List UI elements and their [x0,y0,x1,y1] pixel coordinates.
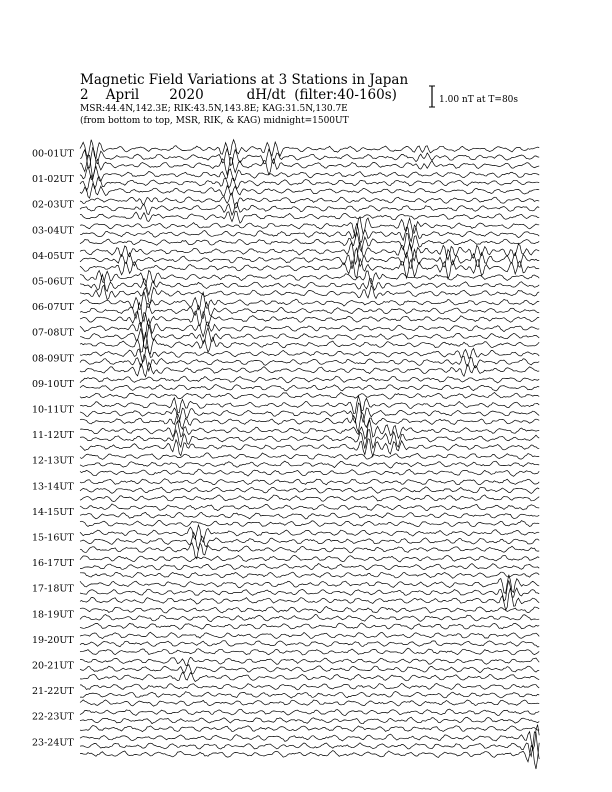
station-trace-rik [80,461,539,468]
row-label: 18-19UT [32,609,74,621]
row-label: 10-11UT [32,404,74,416]
station-trace-msr [80,393,539,400]
station-trace-kag [80,376,539,383]
row-label: 06-07UT [32,302,74,314]
row-label: 02-03UT [32,199,74,211]
row-label: 16-17UT [32,558,74,570]
date-month: April [105,87,140,103]
station-trace-msr [80,648,539,655]
row-label: 20-21UT [32,660,74,672]
filter-label: (filter:40-160s) [294,87,397,103]
station-trace-kag [80,193,539,208]
station-trace-rik [80,430,539,449]
station-trace-kag [80,683,539,690]
station-trace-msr [80,521,539,527]
station-trace-kag [80,396,539,414]
station-trace-rik [80,692,539,699]
station-coordinates: MSR:44.4N,142.3E; RIK:43.5N,143.8E; KAG:31.5N,130.7E [80,104,348,114]
row-label: 23-24UT [32,737,74,749]
row-label: 13-14UT [32,481,74,493]
station-trace-rik [80,512,539,519]
station-trace-kag [80,347,539,363]
row-label: 19-20UT [32,634,74,646]
row-label: 22-23UT [32,711,74,723]
row-label: 17-18UT [32,583,74,595]
row-label: 14-15UT [32,506,74,518]
row-label: 00-01UT [32,148,74,160]
station-trace-rik [80,385,539,392]
station-trace-rik [80,326,539,349]
station-trace-rik [80,487,539,494]
station-trace-rik [80,564,539,570]
station-trace-msr [80,623,539,629]
station-trace-rik [80,615,539,622]
station-trace-msr [80,543,539,559]
row-label: 12-13UT [32,455,74,467]
row-label: 08-09UT [32,353,74,365]
station-trace-msr [80,700,539,706]
station-trace-kag [80,575,539,594]
row-label: 01-02UT [32,174,74,186]
station-trace-kag [80,657,539,665]
station-trace-kag [80,504,539,511]
station-trace-kag [80,166,539,181]
station-trace-rik [80,202,539,215]
station-trace-msr [80,233,539,252]
row-label: 05-06UT [32,276,74,288]
station-trace-kag [80,525,539,542]
station-trace-msr [80,726,539,732]
station-trace-msr [80,469,539,476]
station-trace-rik [80,147,539,168]
station-trace-kag [80,632,539,638]
row-label: 04-05UT [32,250,74,262]
station-trace-msr [80,211,539,223]
station-trace-rik [80,641,539,647]
station-trace-kag [80,479,539,485]
quantity-label: dH/dt [246,87,286,103]
station-trace-msr [80,572,539,578]
scale-bar-label: 1.00 nT at T=80s [439,95,519,105]
station-trace-kag [80,242,539,264]
row-label: 07-08UT [32,327,74,339]
chart-title: Magnetic Field Variations at 3 Stations in Japan [80,72,409,88]
station-order-note: (from bottom to top, MSR, RIK, & KAG) midnight=1500UT [80,116,349,126]
station-trace-kag [80,606,539,613]
station-trace-msr [80,588,539,610]
date-day: 2 [80,87,89,103]
station-trace-msr [80,184,539,199]
row-label: 03-04UT [32,225,74,237]
station-trace-kag [80,555,539,562]
row-label: 11-12UT [32,430,74,442]
station-trace-kag [80,217,539,237]
date-year: 2020 [169,87,204,103]
station-trace-rik [80,717,539,724]
station-trace-kag [80,453,539,459]
station-trace-msr [80,495,539,502]
row-label: 15-16UT [32,532,74,544]
station-trace-msr [80,412,539,432]
station-trace-msr [80,439,539,457]
station-trace-rik [80,665,539,675]
row-label: 21-22UT [32,686,74,698]
row-label: 09-10UT [32,378,74,390]
station-trace-kag [80,709,539,715]
station-trace-msr [80,672,539,681]
